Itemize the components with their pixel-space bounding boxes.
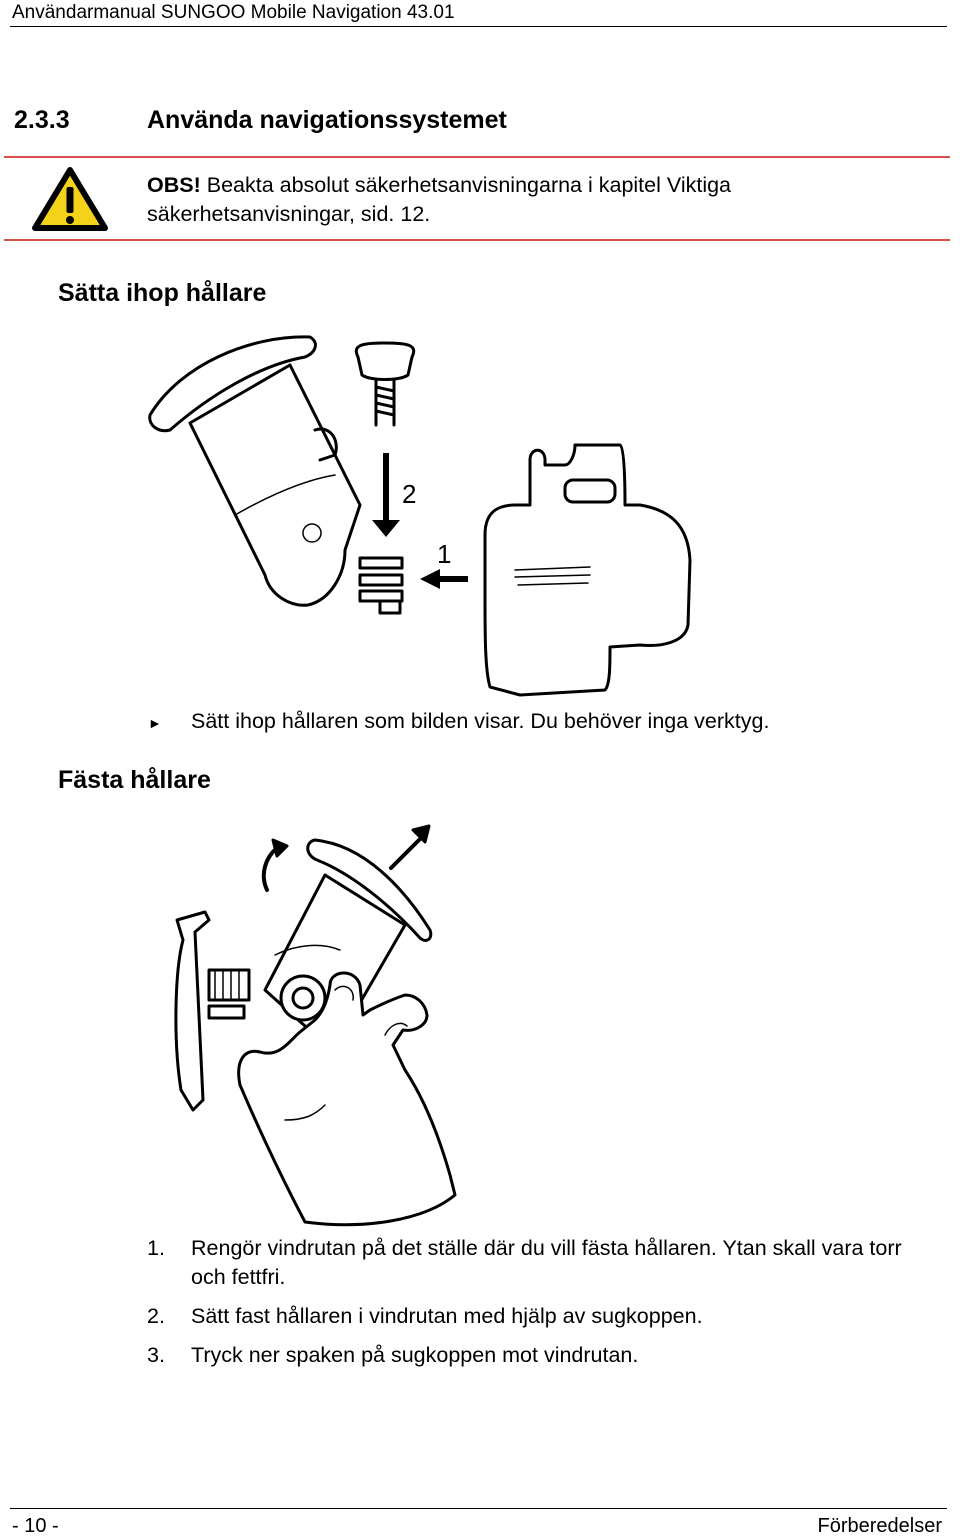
holder-mounting-illustration — [165, 820, 465, 1230]
step-text: Tryck ner spaken på sugkoppen mot vindrutan. — [191, 1343, 639, 1367]
step-number: 3. — [147, 1343, 165, 1367]
list-item — [147, 1302, 937, 1331]
section-title: Använda navigationssystemet — [147, 106, 507, 134]
notice-text — [147, 171, 937, 229]
warning-triangle-icon — [32, 167, 108, 231]
step-number: 2. — [147, 1304, 165, 1328]
mount-steps-list — [147, 1234, 937, 1380]
step-text: Rengör vindrutan på det ställe där du vill fästa hållaren. Ytan skall vara torr och fettfri. — [191, 1236, 902, 1289]
header-rule — [10, 26, 947, 27]
figure-label-2: 2 — [402, 479, 417, 509]
bullet-arrow-icon: ► — [148, 715, 162, 731]
notice-label: OBS! — [147, 173, 201, 197]
list-item — [147, 1341, 937, 1370]
figure-label-1: 1 — [437, 539, 452, 569]
mount-heading: Fästa hållare — [58, 766, 211, 794]
page-number: - 10 - — [12, 1515, 59, 1537]
assemble-heading: Sätta ihop hållare — [58, 279, 267, 307]
notice-body: Beakta absolut säkerhetsanvisningarna i kapitel Viktiga säkerhetsanvisningar, sid. 12. — [147, 173, 732, 226]
assemble-bullet-text: Sätt ihop hållaren som bilden visar. Du behöver inga verktyg. — [191, 709, 770, 733]
header-title: Användarmanual SUNGOO Mobile Navigation 43.01 — [12, 2, 455, 23]
section-number: 2.3.3 — [14, 106, 70, 134]
step-number: 1. — [147, 1236, 165, 1260]
notice-bottom-rule — [4, 239, 950, 241]
footer-rule — [10, 1508, 947, 1509]
step-text: Sätt fast hållaren i vindrutan med hjälp av sugkoppen. — [191, 1304, 703, 1328]
holder-assembly-illustration — [140, 325, 700, 705]
chapter-name: Förberedelser — [817, 1515, 942, 1537]
notice-top-rule — [4, 156, 950, 158]
list-item — [147, 1234, 937, 1292]
